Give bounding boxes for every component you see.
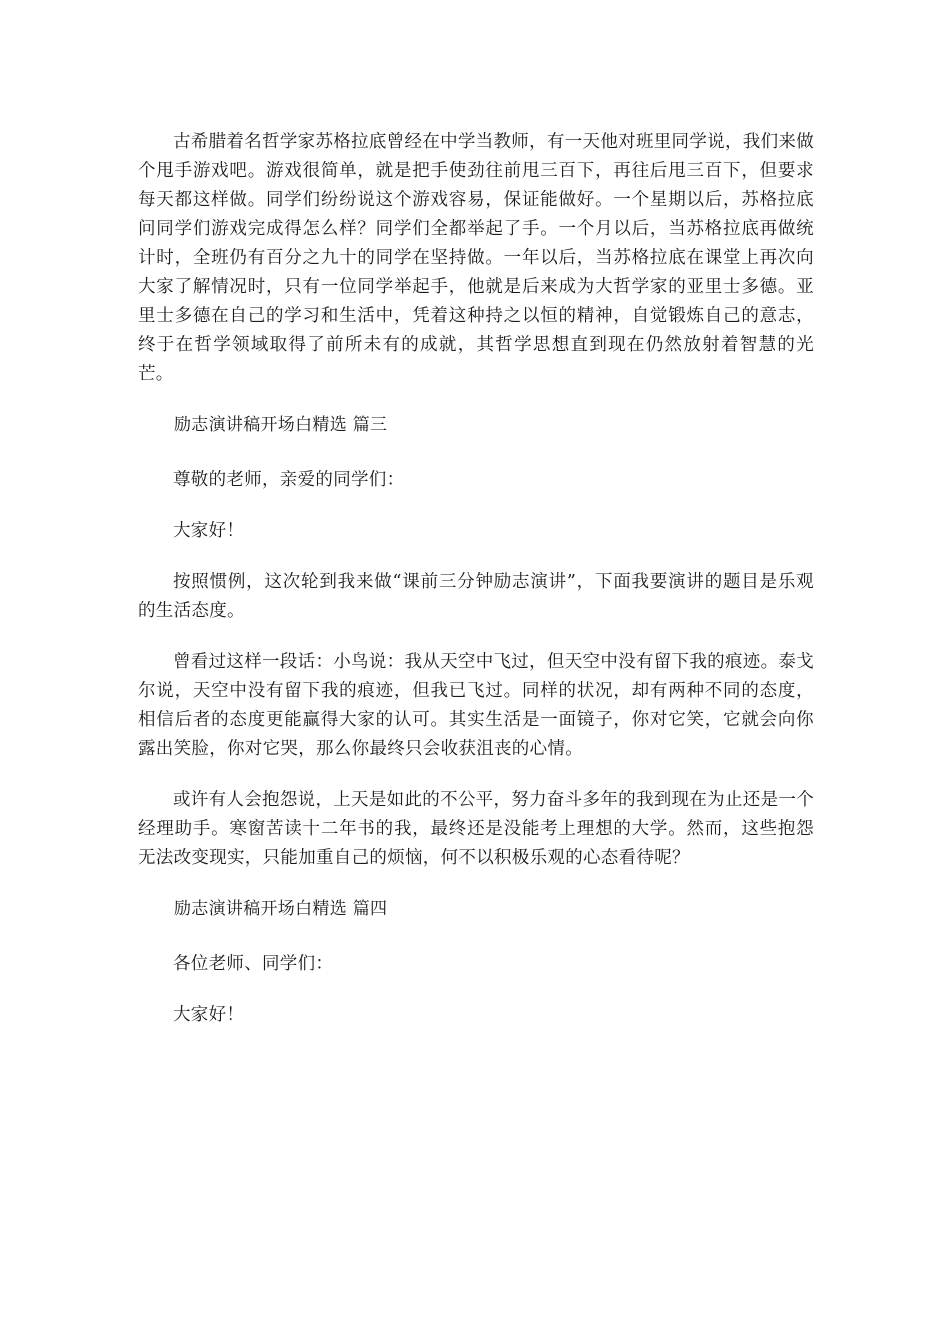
paragraph-3-1: 按照惯例，这次轮到我来做“课前三分钟励志演讲”，下面我要演讲的题目是乐观的生活态度。 — [138, 572, 814, 621]
greeting-3: 大家好！ — [173, 521, 245, 541]
section-heading-3: 励志演讲稿开场白精选 篇三 — [174, 415, 388, 435]
document-page — [138, 128, 814, 1030]
paragraph-3-3: 或许有人会抱怨说，上天是如此的不公平，努力奋斗多年的我到现在为止还是一个经理助手。寒窗苦读十二年书的我，最终还是没能考上理想的大学。然而，这些抱怨无法改变现实，只能加重自己的烦恼，何不以积极乐观的心态看待呢？ — [138, 790, 814, 868]
paragraph-socrates: 古希腊着名哲学家苏格拉底曾经在中学当教师，有一天他对班里同学说，我们来做个甩手游戏吧。游戏很简单，就是把手使劲往前甩三百下，再往后甩三百下，但要求每天都这样做。同学们纷纷说这个游戏容易，保证能做好。一个星期以后，苏格拉底问同学们游戏完成得怎么样？同学们全都举起了手。一个月以后，当苏格拉底再做统计时，全班仍有百分之九十的同学在坚持做。一年以后，当苏格拉底在课堂上再次向大家了解情况时，只有一位同学举起手，他就是后来成为大哲学家的亚里士多德。亚里士多德在自己的学习和生活中，凭着这种持之以恒的精神，自觉锻炼自己的意志，终于在哲学领域取得了前所未有的成就，其哲学思想直到现在仍然放射着智慧的光芒。 — [138, 132, 814, 384]
salutation-4: 各位老师、同学们： — [173, 954, 334, 974]
salutation-3: 尊敬的老师，亲爱的同学们： — [173, 470, 405, 490]
section-heading-4: 励志演讲稿开场白精选 篇四 — [174, 899, 388, 919]
paragraph-3-2: 曾看过这样一段话：小鸟说：我从天空中飞过，但天空中没有留下我的痕迹。泰戈尔说，天空中没有留下我的痕迹，但我已飞过。同样的状况，却有两种不同的态度，相信后者的态度更能赢得大家的认可。其实生活是一面镜子，你对它笑，它就会向你露出笑脸，你对它哭，那么你最终只会收获沮丧的心情。 — [138, 652, 814, 759]
greeting-4: 大家好！ — [173, 1005, 245, 1025]
